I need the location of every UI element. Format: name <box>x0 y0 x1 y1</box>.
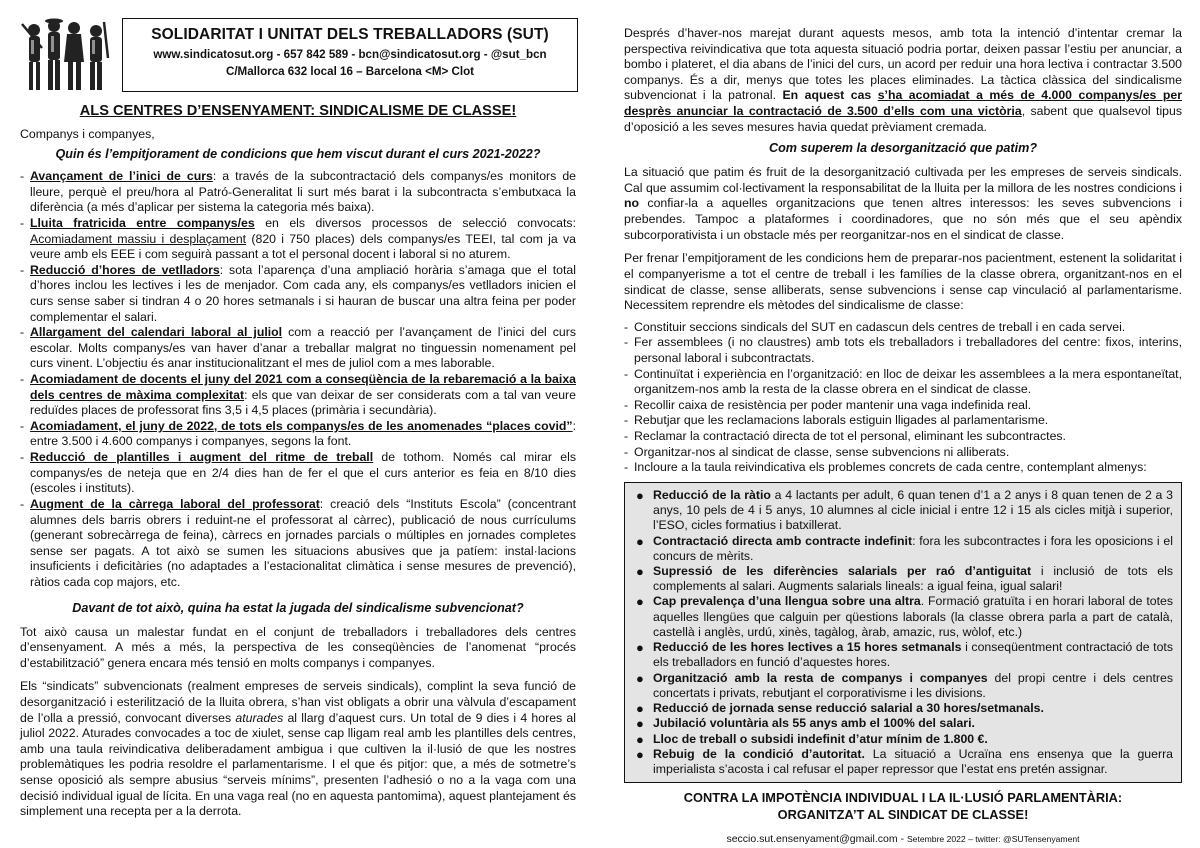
masthead <box>20 0 576 96</box>
demand-item: ● Cap prevalença d’una llengua sobre una altra. Formació gratuïta i en horari laboral de totes aquelles llengües que calguin per qüestions laborals (la classe obrera parla a part de català, castellà i anglès, urdú, xinès, tagàlog, àrab, amazic, rus, wòlof, etc.) <box>636 594 1174 639</box>
paragraph-malaise: Tot això causa un malestar fundat en el conjunt de treballadors i treballadores dels centres d’ensenyament. A més a més, la perspectiva de les conseqüències de l’anomenat “procés d’estabilització” genera encara més tensió en molts companys i companyes. <box>20 624 576 670</box>
main-title: ALS CENTRES D’ENSENYAMENT: SINDICALISME DE CLASSE! <box>79 103 517 119</box>
list-item: - Rebutjar que les reclamacions laborals estiguin lligades al parlamentarisme. <box>624 413 1049 428</box>
paragraph-layoffs: Després d’haver-nos marejat durant aquests mesos, amb tota la intenció d’intentar cremar la perspectiva reivindicativa que tota aquesta situació podria portar, deixen passar l’estiu per anunciar, a bombo i plateret, el dia abans de l’inici del curs, un acord per reduir una hora lectiva i contractar 3.500 companys. És a dir, menys que totes les places eliminades. La tàctica clàssica del sindicalisme subvencionat i la patronal. En aquest cas s’ha acomiadat a més de 4.000 companys/es per desprès anunciar la contractació de 3.500 d’ells com una victòria, sabent que qualsevol tipus d’oposició a les seves mesures havia quedat prèviament cremada. <box>624 26 1182 134</box>
demand-item: ● Reducció de les hores lectives a 15 hores setmanals i conseqüentment contractació de tots els treballadors en funció d’aquestes hores. <box>636 640 1173 670</box>
paragraph-disorganization: La situació que patim és fruit de la desorganització cultivada per les empreses de serveis sindicals. Cal que assumim col·lectivament la responsabilitat de la lluita per la millora de les nostres condicions i no confiar-la a aquelles organitzacions que tenen altres interessos: les seves subvencions i prebendes. Tampoc a plataformes i coordinadores, que no són més que el seu apèndix subcorporativista i un obstacle més per reorganitzar-nos en el sindicat de classe. <box>624 165 1182 242</box>
demand-item: ● Rebuig de la condició d’autoritat. La situació a Ucraïna ens ensenya que la guerra imperialista s’acosta i cal refusar el paper repressor que l’estat ens pretén assignar. <box>636 746 1174 777</box>
address-line: C/Mallorca 632 local 16 – Barcelona <M> Clot <box>225 65 475 79</box>
demands-box <box>624 482 1182 783</box>
list-item: - Fer assemblees (i no claustres) amb tots els treballadors i treballadores del centre: fixos, interins, personal laboral i subcontractats. <box>624 335 1182 365</box>
workers-illustration-logo <box>20 18 112 94</box>
worsening-list <box>20 169 576 590</box>
right-column <box>624 0 1182 846</box>
union-name: SOLIDARITAT I UNITAT DELS TREBALLADORS (SUT) <box>151 26 549 43</box>
list-item: - Incloure a la taula reivindicativa els problemes concrets de cada centre, contemplant almenys: <box>624 460 1147 475</box>
question-conditions: Quin és l’empitjorament de condicions que hem viscut durant el curs 2021-2022? <box>55 147 541 162</box>
closing-slogan-1: CONTRA LA IMPOTÈNCIA INDIVIDUAL I LA IL·LUSIÓ PARLAMENTÀRIA: <box>683 790 1123 806</box>
list-item: - Continuïtat i experiència en l’organització: en lloc de deixar les assemblees a la mera espontaneïtat, organitzem-nos amb la resta de la classe obrera en el sindicat de classe. <box>624 366 1182 397</box>
question-subsidized-unionism: Davant de tot això, quina ha estat la jugada del sindicalisme subvencionat? <box>72 600 524 615</box>
demand-item: ● Supressió de les diferències salarials per raó d’antiguitat i inclusió de tots els complements al salari. Augments salarials lineals: a igual feina, igual salari! <box>636 564 1173 594</box>
list-item: - Recollir caixa de resistència per poder mantenir una vaga indefinida real. <box>624 397 1032 412</box>
list-item: - Allargament del calendari laboral al juliol com a reacció per l’avançament de l’inici del curs escolar. Molts companys/es van haver d’anar a treballar malgrat no tinguessin nomenament pel curs vinent. L’objectiu és anar institucionalitzant el mes de juliol com a mes laborable. <box>20 325 576 371</box>
greeting: Companys i companyes, <box>20 126 155 141</box>
demand-item: ● Reducció de la ràtio a 4 lactants per adult, 6 quan tenen d’1 a 2 anys i 8 quan tenen de 2 a 3 anys, 10 pels de 4 i 5 anys, 10 alumnes al cicle inicial i entre 12 i 15 als cicles mitjà i superior, l’ESO, cicles formatius i batxillerat. <box>636 487 1173 533</box>
list-item: - Acomiadament de docents el juny del 2021 com a conseqüència de la rebaremació a la baixa dels centres de màxima complexitat: els que van deixar de ser considerats com a tal van veure reduïdes places de professorat fins 3,5 i 4,5 places (primària i secundària). <box>20 372 576 418</box>
list-item: - Reducció d’hores de vetlladors: sota l’aparença d’una ampliació horària s’amaga que el total d’hores inclou les lectives i les de menjador. Com cada any, els companys/es vetlladors inicien el curs sense saber si tindran 4 o 20 hores setmanals i si hauran de buscar una altra feina per poder complementar el salari. <box>20 262 576 324</box>
demand-item: ● Jubilació voluntària als 55 anys amb el 100% del salari. <box>636 716 975 732</box>
contact-line: www.sindicatosut.org - 657 842 589 - bcn@sindicatosut.org - @sut_bcn <box>153 47 547 61</box>
paragraph-prepare: Per frenar l’empitjorament de les condicions hem de preparar-nos pacientment, estenent la solidaritat i el companyerisme a tot el centre de treball i les famílies de la classe obrera, organitzant-nos en el sindicat de classe, sense alliberats, sense subvencions i sense cap vinculació al parlamentarisme. Necessitem reprendre els mètodes del sindicalisme de classe: <box>624 251 1182 313</box>
footer-date-twitter: Setembre 2022 – twitter: @SUTensenyament <box>906 833 1080 844</box>
methods-list <box>624 320 1182 476</box>
closing-slogan-2: ORGANITZA’T AL SINDICAT DE CLASSE! <box>777 806 1029 822</box>
footer-email: seccio.sut.ensenyament@gmail.com <box>726 832 898 845</box>
list-item: - Constituir seccions sindicals del SUT en cadascun dels centres de treball i en cada servei. <box>624 319 1126 334</box>
paragraph-subsidized-unions: Els “sindicats” subvencionats (realment empreses de serveis sindicals), complint la seva funció de desorganització i esterilització de la lluita obrera, s’han vist obligats a obrir una vàlvula d’escapament de l’olla a pressió, convocant diverses aturades al llarg d’aquest curs. Un total de 9 dies i 4 hores al juliol 2022. Aturades convocades a toc de xiulet, sense cap lligam real amb les plantilles dels centres, amb una taula reivindicativa deliberadament ambigua i que cultiven la il·lusió de que les nostres problemàtiques les podria resoldre el parlamentarisme. I el que és pitjor: que, a més de sotmetre’s sense oposició als sempre abusius “serveis mínims”, presenten l’adhesió o no a la vaga com una decisió individual igual de lícita. En una vaga real (no en aquesta pantomima), aquest plantejament és simplement una recepta per a la derrota. <box>20 679 576 819</box>
list-item: - Acomiadament, el juny de 2022, de tots els companys/es de les anomenades “places covid”: entre 3.500 i 4.600 companys i companyes, segons la font. <box>20 418 576 449</box>
list-item: - Reclamar la contractació directa de tot el personal, eliminant les subcontractes. <box>624 429 1066 443</box>
masthead-box <box>122 18 578 92</box>
list-item: - Organitzar-nos al sindicat de classe, sense subvencions ni alliberats. <box>624 444 1010 459</box>
question-overcome: Com superem la desorganització que patim? <box>768 141 1038 156</box>
demand-item: ● Lloc de treball o subsidi indefinit d’atur mínim de 1.800 €. <box>636 731 988 747</box>
demand-item: ● Organització amb la resta de companys i companyes del propi centre i dels centres concertats i privats, rebutjant el corporativisme i les divisions. <box>636 670 1173 700</box>
demand-item: ● Contractació directa amb contracte indefinit: fora les subcontractes i fora les oposicions i el concurs de mèrits. <box>636 533 1173 563</box>
footer: seccio.sut.ensenyament@gmail.com - Setembre 2022 – twitter: @SUTensenyament <box>726 832 1080 845</box>
list-item: - Augment de la càrrega laboral del professorat: creació dels “Instituts Escola” (concentrant alumnes dels barris obrers i reduint-ne el professorat al càrrec), publicació de nous currículums (generant sobrecàrrega de feina), càrrecs en jornades parcials o múltiples en jornades completes sense ser pagats. A tot això se sumen les situacions abusives que ja patíem: instal·lacions insuficients i deficitàries (no adaptades a l’estacionalitat climàtica i sense mesures de prevenció), ràtios cada cop majors, etc. <box>20 496 577 589</box>
demand-item: ● Reducció de jornada sense reducció salarial a 30 hores/setmanals. <box>636 701 1044 717</box>
left-column <box>20 0 576 820</box>
list-item: - Reducció de plantilles i augment del ritme de treball de tothom. Només cal mirar els companys/es de neteja que en 2/4 dies han de fer el que el curs anterior es feia en 8/10 dies (escoles i instituts). <box>20 450 576 496</box>
list-item: - Lluita fratricida entre companys/es en els diversos processos de selecció convocats: Acomiadament massiu i desplaçament (820 i 750 places) dels companys/es TEEI, tal com ja va veure amb els EEE i com seguirà passant a tot el personal docent i laboral si no aturem. <box>20 215 576 262</box>
list-item: - Avançament de l’inici de curs: a través de la subcontractació dels companys/es monitors de lleure, perquè el preu/hora al Patró-Generalitat li surt més barat i la subcontracta s’embutxaca la diferència (a més d’aplicar per sistema la categoria més baixa). <box>20 169 576 215</box>
